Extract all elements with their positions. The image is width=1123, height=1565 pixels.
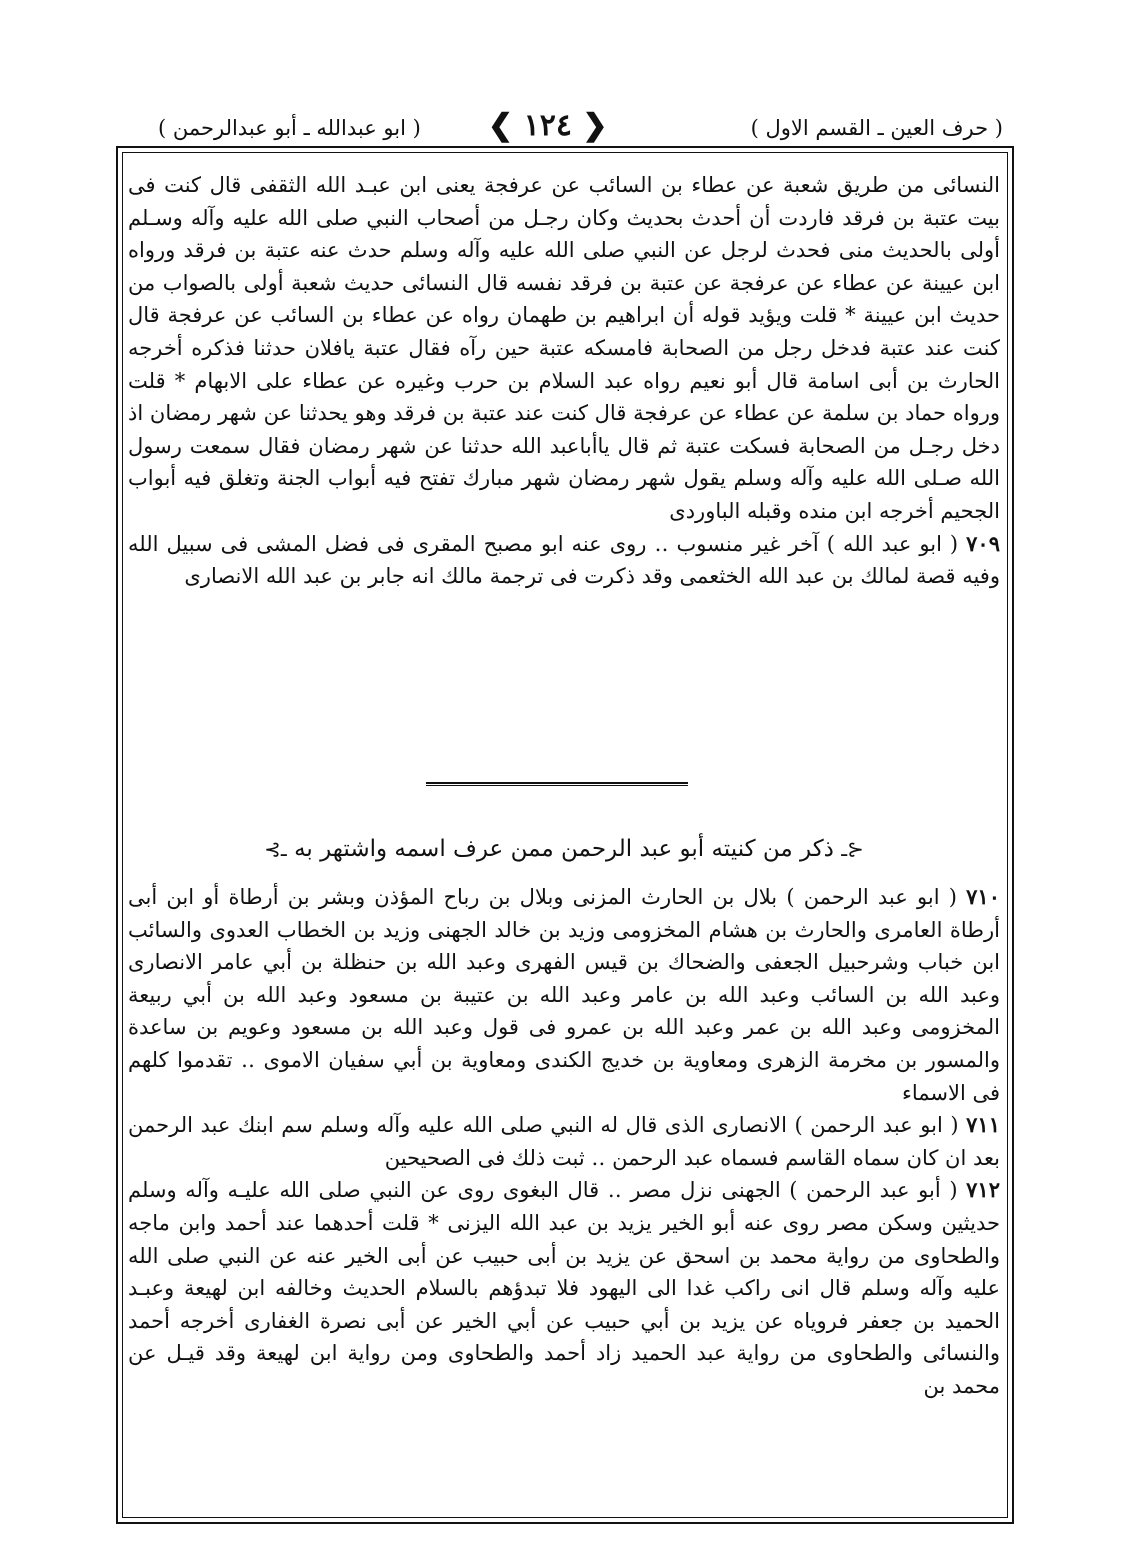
header-chapter: ( حرف العين ـ القسم الاول )	[750, 116, 1003, 140]
section-divider	[426, 782, 688, 786]
page-header	[118, 108, 1008, 150]
entry-712	[128, 1174, 1000, 1402]
continued-paragraph: النسائى من طريق شعبة عن عطاء بن السائب عن عرفجة يعنى ابن عبـد الله الثقفى قال كنت فى بيت عتبة بن فرقد فاردت أن أحدث بحديث وكان رجـل من أصحاب النبي صلى الله عليه وآله وسـلم أولى بالحديث منى فحدث لرجل عن النبي صلى الله عليه وآله وسلم حدث عنه عتبة بن فرقد ورواه ابن عيينة عن عطاء عن عرفجة عن عتبة بن فرقد نفسه قال النسائى حديث شعبة أولى بالصواب من حديث ابن عيينة * قلت ويؤيد قوله أن ابراهيم بن طهمان رواه عن عطاء بن السائب عن عرفجة قال كنت عند عتبة فدخل رجل من الصحابة فامسكه عتبة حين رآه فقال عتبة يافلان حدثنا فذكره أخرجه الحارث بن أبى اسامة قال أبو نعيم رواه عبد السلام بن حرب وغيره عن عطاء على الابهام * قلت ورواه حماد بن سلمة عن عطاء عن عرفجة قال كنت عند عتبة بن فرقد وهو يحدثنا عن شهر رمضان اذ دخل رجـل من الصحابة فسكت عتبة ثم قال ياأباعبد الله حدثنا عن شهر رمضان فقال سمعت رسول الله صـلى الله عليه وآله وسلم يقول شهر رمضان شهر مبارك تفتح فيه أبواب الجنة وتغلق فيه أبواب الجحيم أخرجه ابن منده وقبله الباوردى	[128, 173, 1000, 523]
entry-number: ٧٠٩	[966, 530, 1000, 556]
lower-text-block	[128, 881, 1000, 1403]
entry-text: ( ابو عبد الله ) آخر غير منسوب ‥ روى عنه ابو مصبح المقرى فى فضل المشى فى سبيل الله وفيه قصة لمالك بن عبد الله الخثعمى وقد ذكرت فى ترجمة مالك انه جابر بن عبد الله الانصارى	[128, 531, 1000, 589]
entry-text: ( ابو عبد الرحمن ) الانصارى الذى قال له النبي صلى الله عليه وآله وسلم سم ابنك عبد الرحمن بعد ان كان سماه القاسم فسماه عبد الرحمن ‥ ثبت ذلك فى الصحيحين	[128, 1113, 1000, 1170]
section-heading	[128, 836, 1000, 862]
entry-711	[128, 1109, 1000, 1174]
header-kunya-range: ( ابو عبدالله ـ أبو عبدالرحمن )	[158, 116, 421, 140]
entry-text: ( أبو عبد الرحمن ) الجهنى نزل مصر ‥ قال البغوى روى عن النبي صلى الله عليـه وآله وسلم حديثين وسكن مصر روى عنه أبو الخير يزيد بن عبد الله اليزنى * قلت أحدهما عند أحمد وابن ماجه والطحاوى من رواية محمد بن اسحق عن يزيد بن أبى حبيب عن أبى الخير عنه عن النبي صلى الله عليه وآله وسلم قال انى راكب غدا الى اليهود فلا تبدؤهم بالسلام الحديث وخالفه ابن لهيعة وعبـد الحميد بن جعفر فروياه عن يزيد بن أبي حبيب عن أبي الخير عن أبى نصرة الغفارى أخرجه أحمد والنسائى والطحاوى من رواية عبد الحميد زاد أحمد والطحاوى ومن رواية ابن لهيعة وقد قيـل عن محمد بن	[128, 1178, 1000, 1398]
entry-number: ٧١٢	[966, 1177, 1000, 1203]
section-heading-text: ذكر من كنيته أبو عبد الرحمن ممن عرف اسمه واشتهر به	[294, 836, 834, 862]
ornament-icon: ـ⊱	[264, 837, 287, 861]
page-number: ❮ ١٢٤ ❯	[488, 108, 608, 143]
upper-text-block	[128, 169, 1000, 593]
ornament-icon: ⊰ـ	[841, 837, 864, 861]
entry-number: ٧١١	[966, 1112, 1000, 1138]
entry-709	[128, 528, 1000, 593]
entry-710	[128, 881, 1000, 1109]
entry-number: ٧١٠	[966, 884, 1000, 909]
entry-text: ( ابو عبد الرحمن ) بلال بن الحارث المزنى وبلال بن رباح المؤذن وبشر بن أرطاة أو ابن أبى أرطاة العامرى والحارث بن هشام المخزومى وزيد بن خالد الجهنى وزيد بن الخطاب العدوى والسائب ابن خباب وشرحبيل الجعفى والضحاك بن قيس الفهرى وعبد الله بن حنظلة بن أبي عامر الانصارى وعبد الله بن السائب وعبد الله بن عامر وعبد الله بن عتيبة بن مسعود وعبد الله بن أبي ربيعة المخزومى وعبد الله بن عمر وعبد الله بن عمرو فى قول وعبد الله بن مسعود وعويم بن ساعدة والمسور بن مخرمة الزهرى ومعاوية بن خديج الكندى ومعاوية بن أبي سفيان الاموى ‥ تقدموا كلهم فى الاسماء	[128, 885, 1000, 1105]
